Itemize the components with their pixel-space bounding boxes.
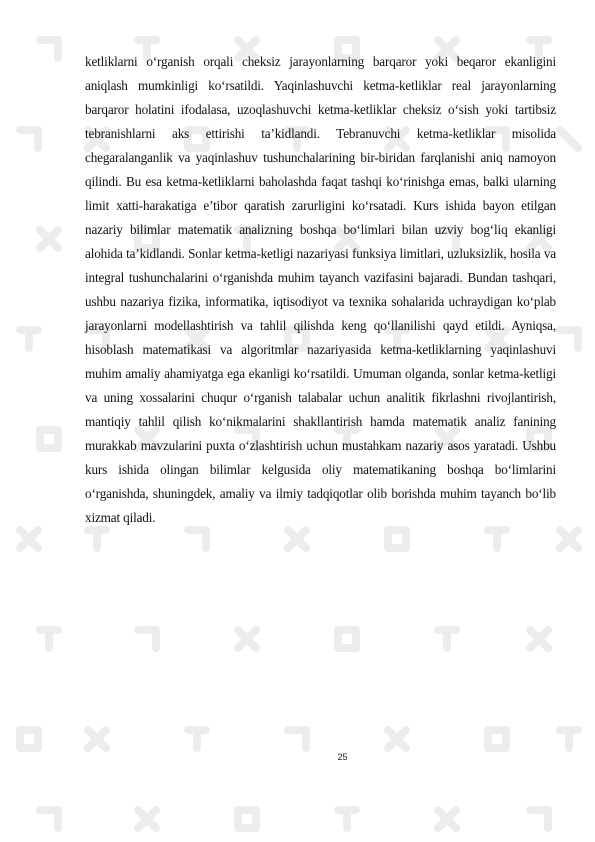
body-paragraph: ketliklarni o‘rganish orqali cheksiz jarayonlarning barqaror yoki beqaror ekanligini aniqlash mumkinligi ko‘rsatildi. Yaqinlashuvchi ketma-ketliklar real jarayonlarning barqaror holatini ifodalasa, uzoqlashuvchi ketma-ketliklar cheksiz o‘sish yoki tartibsiz tebranishlarni aks ettirishi ta’kidlandi. Tebranuvchi ketma-ketliklar misolida chegaralanganlik va yaqinlashuv tushunchalarining bir-biridan farqlanishi aniq namoyon qilindi. Bu esa ketma-ketliklarni baholashda faqat tashqi ko‘rinishga emas, balki ularning limit xatti-harakatiga e’tibor qaratish zarurligini ko‘rsatadi. Kurs ishida bayon etilgan nazariy bilimlar matematik analizning boshqa bo‘limlari bilan uzviy bog‘liq ekanligi alohida ta’kidlandi. Sonlar ketma-ketligi nazariyasi funksiya limitlari, uzluksizlik, hosila va integral tushunchalarini o‘rganishda muhim tayanch vazifasini bajaradi. Bundan tashqari, ushbu nazariya fizika, informatika, iqtisodiyot va texnika sohalarida uchraydigan ko‘plab jarayonlarni modellashtirish va tahlil qilishda keng qo‘llanilishi qayd etildi. Ayniqsa, hisoblash matematikasi va algoritmlar nazariyasida ketma-ketliklarning yaqinlashuvi muhim amaliy ahamiyatga ega ekanligi ko‘rsatildi. Umuman olganda, sonlar ketma-ketligi va uning xossalarini chuqur o‘rganish talabalar uchun analitik fikrlashni rivojlantirish, mantiqiy tahlil qilish ko‘nikmalarini shakllantirish hamda matematik analiz fanining murakkab mavzularini puxta o‘zlashtirish uchun mustahkam nazariy asos yaratadi. Ushbu kurs ishida olingan bilimlar kelgusida oliy matematikaning boshqa bo‘limlarini o‘rganishda, shuningdek, amaliy va ilmiy tadqiqotlar olib borishda muhim tayanch bo‘lib xizmat qiladi.: [85, 54, 556, 525]
page-number: 25: [337, 752, 348, 762]
